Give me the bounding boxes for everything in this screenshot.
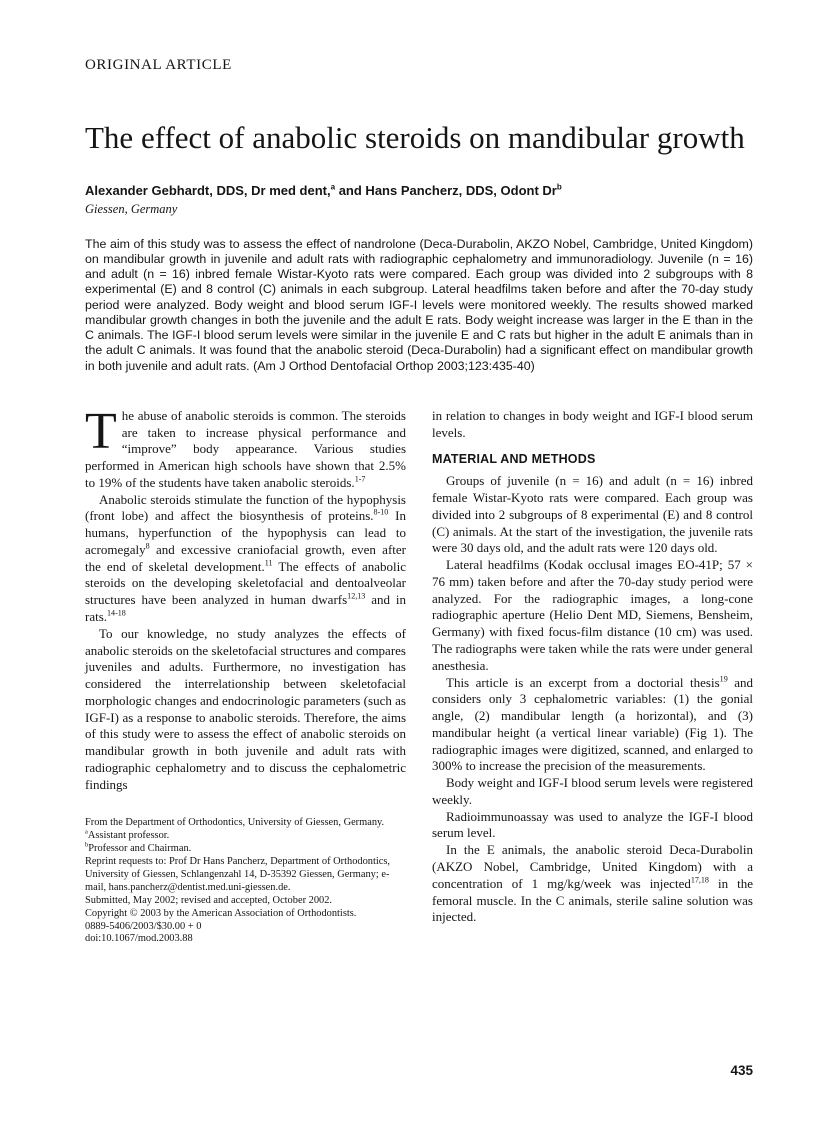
two-column-body — [85, 402, 754, 947]
article-type-label: ORIGINAL ARTICLE — [85, 57, 232, 73]
abstract-paragraph: The aim of this study was to assess the effect of nandrolone (Deca-Durabolin, AKZO Nobel, Cambridge, United Kingdom) on mandibular growth in juvenile and adult rats with radiographic cephalometry and immunoradiology. Juvenile (n = 16) and adult (n = 16) inbred female Wistar-Kyoto rats were compared. Each group was divided into 2 subgroups with 8 experimental (E) and 8 control (C) animals in each subgroup. Lateral headfilms taken before and after the 70-day study period were analyzed. Body weight and blood serum IGF-I levels were monitored weekly. The results showed marked mandibular growth changes in both the juvenile and the adult E rats. Body weight increase was larger in the E than in the C animals. The IGF-I blood serum levels were similar in the juvenile E and C rats but higher in the adult E animals than in the adult C animals. It was found that the anabolic steroid (Deca-Durabolin) had a significant effect on mandibular growth in both juvenile and adult rats. (Am J Orthod Dentofacial Orthop 2003;123:435-40) — [85, 236, 753, 373]
footnote-line: Reprint requests to: Prof Dr Hans Pancherz, Department of Orthodontics, University of Giessen, Schlangenzahl 14, D-35392 Giessen, Germany; e-mail, hans.pancherz@dentist.med.uni-giessen.de. — [85, 856, 391, 893]
author-affiliation: Giessen, Germany — [85, 201, 178, 216]
body-paragraph: To our knowledge, no study analyzes the effects of anabolic steroids on the skeletofacial structures and compares juveniles and adults. Furthermore, no investigation has considered the interrelationship between skeletofacial morphologic changes and endocrinologic parameters (such as IGF-I) as a response to anabolic steroids. Therefore, the aims of this study were to assess the effect of anabolic steroids on mandibular growth in both juvenile and adult rats with radiographic cephalometry and to discuss the cephalometric findings — [85, 625, 406, 792]
article-title: The effect of anabolic steroids on mandibular growth — [85, 120, 745, 155]
body-paragraph: This article is an excerpt from a doctorial thesis$^{19}$ and considers only 3 cephalometric variables: (1) the gonial angle, (2) mandibular length (a horizontal), and (3) mandibular height (a vertical linear variable) (Fig 1). The radiographic images were digitized, scanned, and enlarged to 300% to increase the precision of the measurements. — [432, 674, 753, 774]
body-paragraph: Lateral headfilms (Kodak occlusal images EO-41P; 57 × 76 mm) taken before and after the 70-day study period were analyzed. For the radiographic images, a long-cone radiographic aperture (Helio Dent MD, Siemens, Bensheim, Germany) with fixed focus-film distance (10 cm) was used. The radiographs were taken while the rats were under general anesthesia. — [432, 557, 753, 673]
footnotes-block — [85, 817, 406, 946]
section-heading-material-and-methods: MATERIAL AND METHODS — [432, 452, 596, 467]
body-paragraph-intro — [85, 402, 406, 492]
footnote-line: $^b$Professor and Chairman. — [85, 841, 192, 855]
footnote-line: From the Department of Orthodontics, University of Giessen, Germany. — [85, 817, 385, 829]
body-paragraph: Radioimmunoassay was used to analyze the IGF-I blood serum level. — [432, 808, 753, 841]
footnote-line: Copyright © 2003 by the American Association of Orthodontists. — [85, 907, 357, 919]
footnote-line: Submitted, May 2002; revised and accepted, October 2002. — [85, 894, 333, 906]
footnote-line: doi:10.1067/mod.2003.88 — [85, 933, 193, 945]
body-column-right — [432, 408, 753, 947]
body-paragraph: Body weight and IGF-I blood serum levels were registered weekly. — [432, 775, 753, 807]
body-paragraph-continuation: in relation to changes in body weight and IGF-I blood serum levels. — [432, 407, 753, 440]
body-paragraph: In the E animals, the anabolic steroid Deca-Durabolin (AKZO Nobel, Cambridge, United Kingdom) with a concentration of 1 mg/kg/week was injected$^{17,18}$ in the femoral muscle. In the C animals, sterile saline solution was injected. — [432, 842, 754, 925]
body-paragraph-intro-text: he abuse of anabolic steroids is common. The steroids are taken to increase physical performance and “improve” body appearance. Various studies performed in American high schools have shown that 2.5% to 19% of the students have taken anabolic steroids.$^{1-7}$ — [85, 407, 406, 490]
footnote-line: 0889-5406/2003/$30.00 + 0 — [85, 920, 202, 932]
page-number: 435 — [730, 1063, 753, 1078]
footnote-line: $^a$Assistant professor. — [85, 828, 170, 842]
body-paragraph: Groups of juvenile (n = 16) and adult (n = 16) inbred female Wistar-Kyoto rats were compared. Each group was divided into 2 subgroups of 8 experimental (E) and 8 control (C) animals. At the start of the investigation, the juvenile rats were 30 days old, and the adult rats were 120 days old. — [432, 473, 753, 556]
authors-line: Alexander Gebhardt, DDS, Dr med dent,$^a$ and Hans Pancherz, DDS, Odont Dr$^b$ — [85, 182, 562, 198]
drop-cap: T — [85, 402, 117, 460]
body-column-left — [85, 402, 406, 947]
page-content — [85, 0, 753, 946]
body-paragraph: Anabolic steroids stimulate the function of the hypophysis (front lobe) and affect the biosynthesis of proteins.$^{8-10}$ In humans, hyperfunction of the hypophysis can lead to acromegaly$^8$ and excessive craniofacial growth, even after the end of skeletal development.$^{11}$ The effects of anabolic steroids on the developing skeletofacial and dentoalveolar structures have been analyzed in human dwarfs$^{12,13}$ and in rats.$^{14-18}$ — [85, 491, 406, 625]
